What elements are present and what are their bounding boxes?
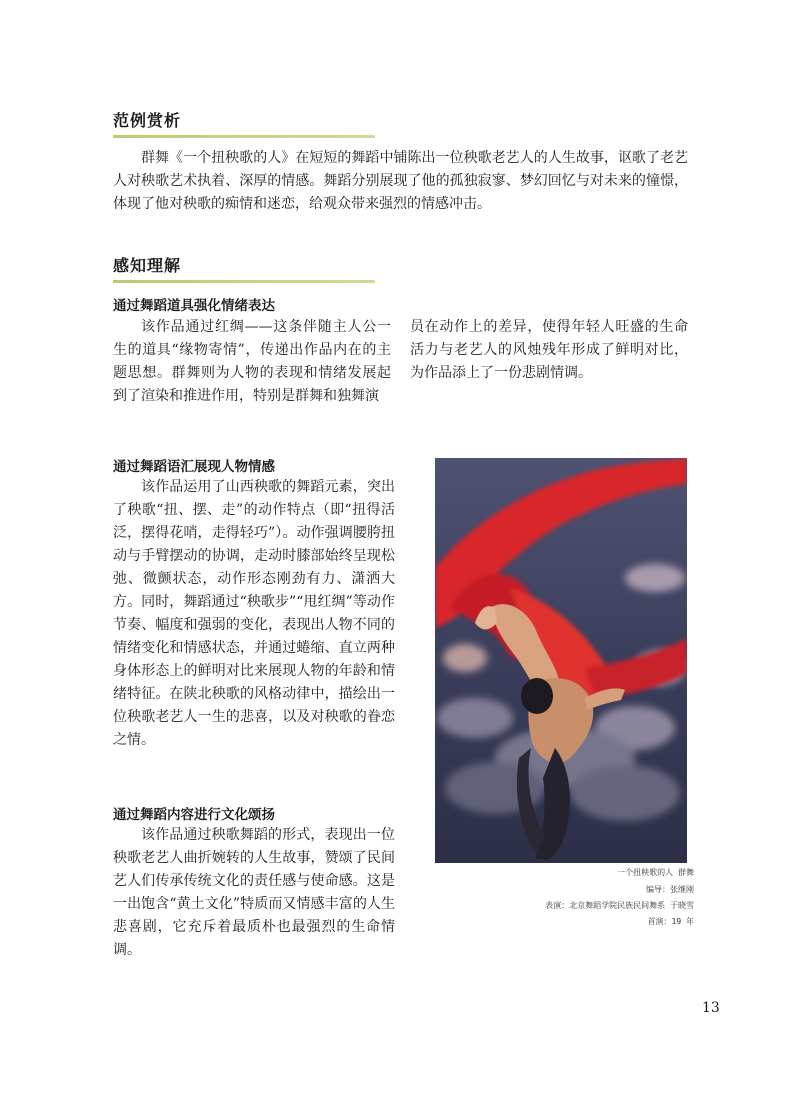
subsection-paragraph: 该作品通过秧歌舞蹈的形式，表现出一位秧歌老艺人曲折婉转的人生故事，赞颂了民间艺人们传承传统文化的责任感与使命感。这是一出饱含“黄土文化”特质而又情感丰富的人生悲喜剧，它充斥着最质朴也最强烈的生命情调。 — [113, 827, 395, 958]
section-title: 感知理解 — [113, 256, 182, 275]
example-paragraph: 群舞《一个扭秧歌的人》在短短的舞蹈中铺陈出一位秧歌老艺人的人生故事，讴歌了老艺人对秧歌艺术执着、深厚的情感。舞蹈分别展现了他的孤独寂寥、梦幻回忆与对未来的憧憬，体现了他对秧歌的痴情和迷恋，给观众带来强烈的情感冲击。 — [113, 150, 688, 212]
subsection-paragraph: 该作品运用了山西秧歌的舞蹈元素，突出了秧歌“扭、摆、走”的动作特点（即“扭得活泛，摆得花哨，走得轻巧”）。动作强调腰胯扭动与手臂摆动的协调，走动时膝部始终呈现松弛、微颤状态，动作形态刚劲有力、潇洒大方。同时，舞蹈通过“秧歌步”“甩红绸”等动作节奏、幅度和强弱的变化，表现出人物不同的情绪变化和情感状态，并通过蜷缩、直立两种身体形态上的鲜明对比来展现人物的年龄和情绪特征。在陕北秧歌的风格动律中，描绘出一位秧歌老艺人一生的悲喜，以及对秧歌的眷恋之情。 — [113, 479, 395, 748]
photo-caption-choreographer: 编导：张继刚 — [646, 885, 694, 894]
section-title: 范例赏析 — [113, 111, 182, 130]
subsection-paragraph-col2: 员在动作上的差异，使得年轻人旺盛的生命活力与老艺人的风烛残年形成了鲜明对比，为作品添上了一份悲剧情调。 — [410, 319, 688, 381]
subsection-heading: 通过舞蹈道具强化情绪表达 — [113, 298, 275, 314]
subsection-heading: 通过舞蹈语汇展现人物情感 — [113, 459, 275, 475]
photo-caption-performer: 表演：北京舞蹈学院民族民间舞系 于晓雪 — [545, 901, 694, 910]
photo-caption-title: 一个扭秧歌的人 群舞 — [617, 868, 694, 877]
dance-photo — [435, 458, 687, 863]
section-rule — [113, 135, 375, 138]
subsection-heading: 通过舞蹈内容进行文化颂扬 — [113, 807, 275, 823]
photo-caption-premiere: 首演：19 年 — [647, 917, 694, 926]
section-header-perception — [113, 255, 375, 283]
section-header-example — [113, 110, 375, 138]
subsection-paragraph-col1: 该作品通过红绸——这条伴随主人公一生的道具“缘物寄情”，传递出作品内在的主题思想。群舞则为人物的表现和情绪发展起到了渲染和推进作用，特别是群舞和独舞演 — [113, 319, 391, 404]
page-number: 13 — [702, 1000, 720, 1016]
section-rule — [113, 280, 375, 283]
